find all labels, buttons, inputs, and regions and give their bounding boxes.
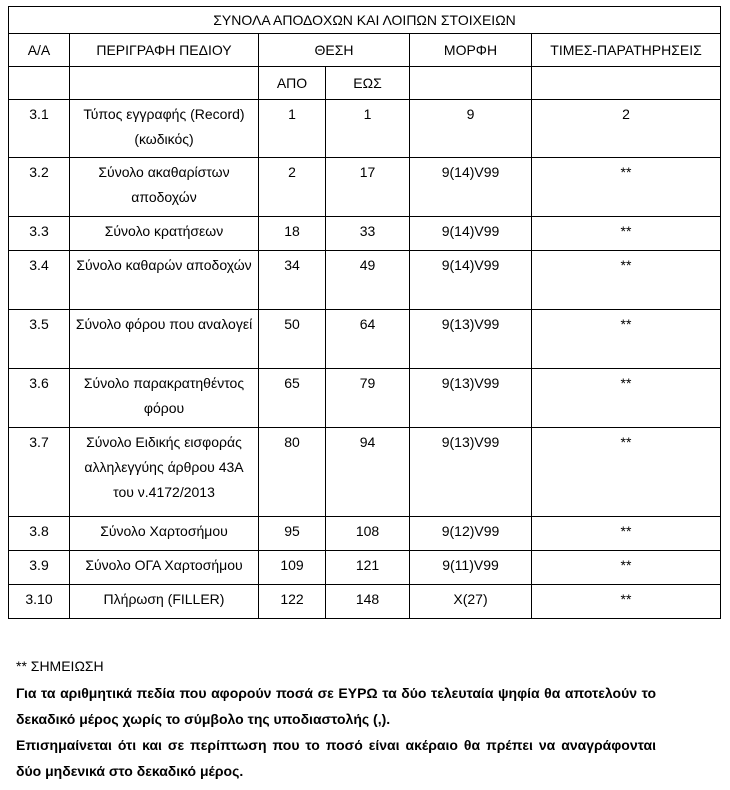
cell-description: Σύνολο Χαρτοσήμου	[70, 517, 259, 551]
cell-aa: 3.5	[9, 310, 70, 369]
header-format: ΜΟΡΦΗ	[410, 34, 532, 67]
cell-from: 50	[259, 310, 326, 369]
cell-notes: 2	[532, 100, 721, 158]
cell-format: 9(12)V99	[410, 517, 532, 551]
cell-aa: 3.7	[9, 428, 70, 517]
cell-aa: 3.8	[9, 517, 70, 551]
cell-description: Τύπος εγγραφής (Record) (κωδικός)	[70, 100, 259, 158]
table-row	[9, 100, 721, 158]
cell-format: 9(11)V99	[410, 551, 532, 585]
note-paragraph-2: Επισημαίνεται ότι και σε περίπτωση που το ποσό είναι ακέραιο θα πρέπει να αναγράφονται δύο μηδενικά στο δεκαδικό μέρος.	[16, 737, 656, 779]
cell-to: 64	[326, 310, 410, 369]
table-row	[9, 310, 721, 369]
cell-format: 9(13)V99	[410, 428, 532, 517]
cell-from: 34	[259, 251, 326, 310]
cell-notes: **	[532, 585, 721, 619]
cell-to: 33	[326, 217, 410, 251]
header-description: ΠΕΡΙΓΡΑΦΗ ΠΕΔΙΟΥ	[70, 34, 259, 67]
table-row	[9, 585, 721, 619]
subheader-empty-format	[410, 67, 532, 100]
table-row	[9, 517, 721, 551]
cell-to: 108	[326, 517, 410, 551]
header-position: ΘΕΣΗ	[259, 34, 410, 67]
cell-format: 9(14)V99	[410, 158, 532, 217]
cell-to: 49	[326, 251, 410, 310]
title-row	[9, 7, 721, 34]
cell-format: 9(13)V99	[410, 310, 532, 369]
header-aa: Α/Α	[9, 34, 70, 67]
table-row	[9, 158, 721, 217]
subheader-from: ΑΠΟ	[259, 67, 326, 100]
cell-aa: 3.4	[9, 251, 70, 310]
table-row	[9, 369, 721, 428]
cell-from: 80	[259, 428, 326, 517]
cell-notes: **	[532, 551, 721, 585]
cell-description: Σύνολο παρακρατηθέντος φόρου	[70, 369, 259, 428]
subheader-row	[9, 67, 721, 100]
cell-to: 121	[326, 551, 410, 585]
cell-from: 109	[259, 551, 326, 585]
cell-notes: **	[532, 428, 721, 517]
cell-aa: 3.1	[9, 100, 70, 158]
cell-notes: **	[532, 217, 721, 251]
cell-to: 79	[326, 369, 410, 428]
cell-to: 1	[326, 100, 410, 158]
subheader-empty-notes	[532, 67, 721, 100]
cell-to: 94	[326, 428, 410, 517]
cell-from: 1	[259, 100, 326, 158]
cell-description: Σύνολο φόρου που αναλογεί	[70, 310, 259, 369]
cell-format: 9(14)V99	[410, 251, 532, 310]
cell-from: 18	[259, 217, 326, 251]
table-row	[9, 251, 721, 310]
cell-from: 95	[259, 517, 326, 551]
cell-aa: 3.6	[9, 369, 70, 428]
table-title: ΣΥΝΟΛΑ ΑΠΟΔΟΧΩΝ ΚΑΙ ΛΟΙΠΩΝ ΣΤΟΙΧΕΙΩΝ	[9, 7, 721, 34]
cell-notes: **	[532, 158, 721, 217]
subheader-empty-description	[70, 67, 259, 100]
cell-aa: 3.2	[9, 158, 70, 217]
cell-to: 148	[326, 585, 410, 619]
cell-to: 17	[326, 158, 410, 217]
note-paragraph-1: Για τα αριθμητικά πεδία που αφορούν ποσά σε ΕΥΡΩ τα δύο τελευταία ψηφία θα αποτελούν το δεκαδικό μέρος χωρίς το σύμβολο της υποδιαστολής (,).	[16, 685, 656, 727]
table-row	[9, 217, 721, 251]
cell-aa: 3.9	[9, 551, 70, 585]
cell-format: X(27)	[410, 585, 532, 619]
note-section	[16, 658, 656, 784]
cell-description: Σύνολο καθαρών αποδοχών	[70, 251, 259, 310]
cell-notes: **	[532, 369, 721, 428]
cell-description: Σύνολο ΟΓΑ Χαρτοσήμου	[70, 551, 259, 585]
subheader-empty-aa	[9, 67, 70, 100]
cell-description: Σύνολο Ειδικής εισφοράς αλληλεγγύης άρθρου 43Α του ν.4172/2013	[70, 428, 259, 517]
table-row	[9, 428, 721, 517]
fields-table	[8, 6, 721, 619]
cell-notes: **	[532, 517, 721, 551]
header-notes: ΤΙΜΕΣ-ΠΑΡΑΤΗΡΗΣΕΙΣ	[532, 34, 721, 67]
cell-format: 9(13)V99	[410, 369, 532, 428]
note-heading: ** ΣΗΜΕΙΩΣΗ	[16, 658, 104, 674]
table-row	[9, 551, 721, 585]
cell-aa: 3.3	[9, 217, 70, 251]
cell-description: Σύνολο ακαθαρίστων αποδοχών	[70, 158, 259, 217]
cell-from: 122	[259, 585, 326, 619]
cell-notes: **	[532, 310, 721, 369]
cell-description: Πλήρωση (FILLER)	[70, 585, 259, 619]
cell-aa: 3.10	[9, 585, 70, 619]
cell-format: 9	[410, 100, 532, 158]
cell-notes: **	[532, 251, 721, 310]
subheader-to: ΕΩΣ	[326, 67, 410, 100]
cell-from: 65	[259, 369, 326, 428]
header-row	[9, 34, 721, 67]
cell-from: 2	[259, 158, 326, 217]
cell-description: Σύνολο κρατήσεων	[70, 217, 259, 251]
cell-format: 9(14)V99	[410, 217, 532, 251]
